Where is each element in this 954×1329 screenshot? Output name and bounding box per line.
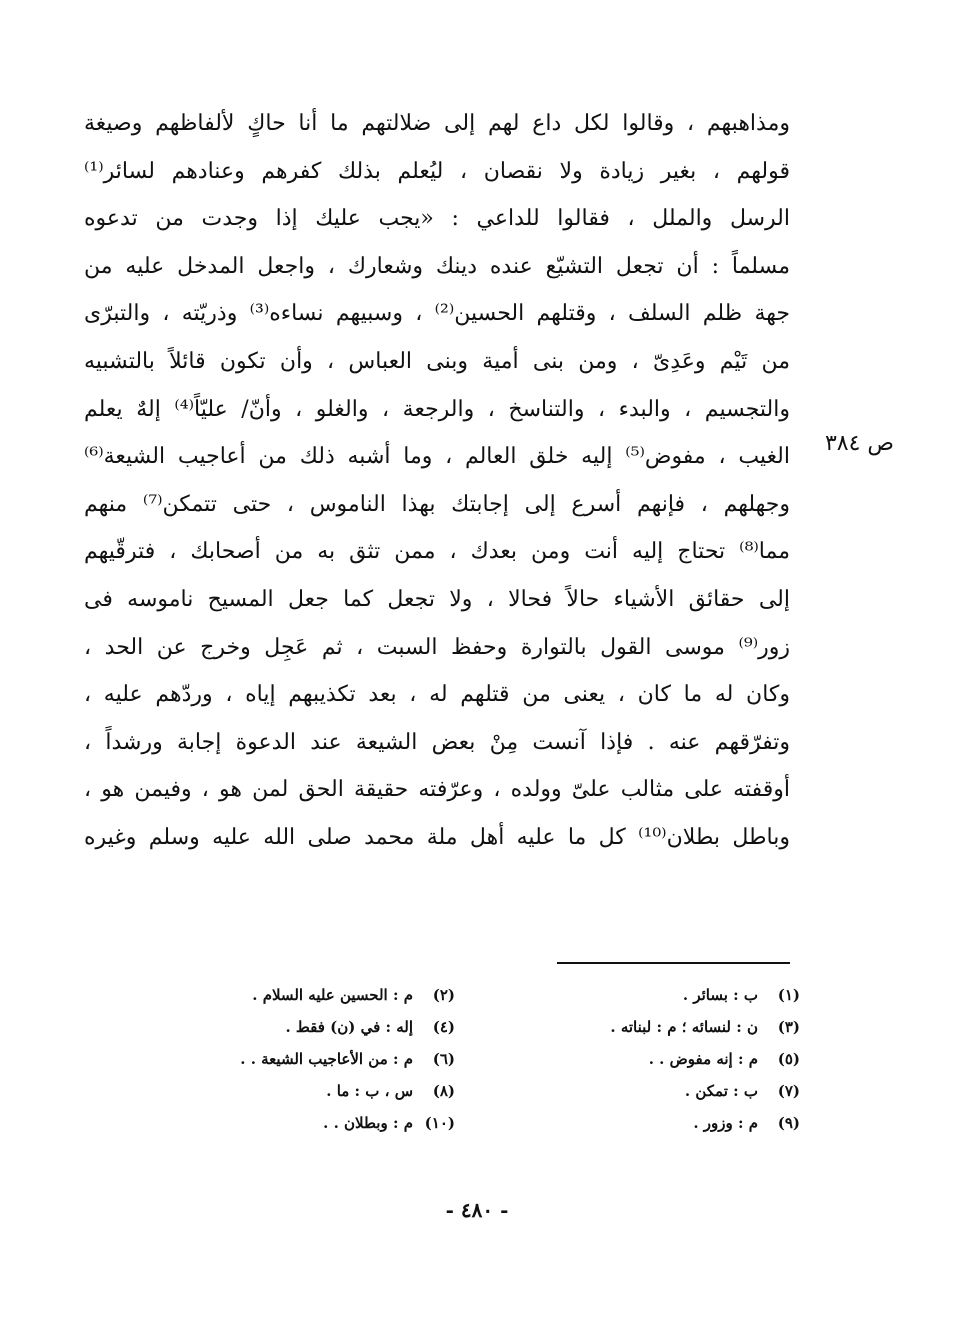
- footnote-number: (٤): [432, 1018, 455, 1036]
- text-line: جهة ظلم السلف ، وقتلهم الحسين⁽²⁾ ، وسبيهم نساءه⁽³⁾ وذريّته ، والتبرّى: [84, 301, 790, 327]
- footnote-item: [110, 1044, 455, 1074]
- footnote-divider: [557, 962, 790, 964]
- text-line: إلى حقائق الأشياء حالاً فحالا ، ولا تجعل كما جعل المسيح ناموسه فى: [84, 586, 790, 612]
- footnote-number: (٨): [432, 1082, 455, 1100]
- footnote-number: (٣): [777, 1018, 800, 1036]
- footnote-item: [455, 1076, 800, 1106]
- footnote-item: [455, 1108, 800, 1138]
- footnote-number: (٢): [432, 986, 455, 1004]
- margin-page-reference: ص ٣٨٤: [824, 431, 894, 456]
- text-line: وكان له ما كان ، يعنى من قتلهم له ، بعد تكذيبهم إياه ، وردّهم عليه ،: [84, 682, 790, 708]
- text-line: مما⁽⁸⁾ تحتاج إليه أنت ومن بعدك ، ممن تثق به من أصحابك ، فترقّيهم: [84, 539, 790, 565]
- footnote-item: [110, 980, 455, 1010]
- text-line: وجهلهم ، فإنهم أسرع إلى إجابتك بهذا الناموس ، حتى تتمكن⁽⁷⁾ منهم: [84, 491, 790, 517]
- footnote-text: ن : لنسائه ؛ م : لبناته .: [610, 1018, 758, 1036]
- text-line: الرسل والملل ، فقالوا للداعي : «يجب عليك إذا وجدت من تدعوه: [84, 206, 790, 232]
- footnote-number: (٦): [432, 1050, 455, 1068]
- page-number: - ٤٨٠ -: [445, 1198, 509, 1222]
- footnote-item: [110, 1012, 455, 1042]
- footnote-item: [455, 980, 800, 1010]
- footnote-text: م : وزور .: [693, 1114, 758, 1132]
- footnotes: [110, 980, 800, 1138]
- footnote-text: م : وبطلان . .: [323, 1114, 413, 1132]
- text-line: الغيب ، مفوض⁽⁵⁾ إليه خلق العالم ، وما أشبه ذلك من أعاجيب الشيعة⁽⁶⁾: [84, 444, 790, 470]
- footnote-item: [455, 1012, 800, 1042]
- footnote-text: س ، ب : ما .: [326, 1082, 413, 1100]
- text-line: قولهم ، بغير زيادة ولا نقصان ، ليُعلم بذلك كفرهم وعنادهم لسائر⁽¹⁾: [84, 158, 790, 184]
- footnote-item: [110, 1108, 455, 1138]
- footnote-text: ب : تمكن .: [684, 1082, 758, 1100]
- footnote-number: (٧): [777, 1082, 800, 1100]
- text-line: ومذاهبهم ، وقالوا لكل داع لهم إلى ضلالتهم ما أنا حاكٍ لألفاظهم وصيغة: [84, 111, 790, 136]
- footnote-text: م : من الأعاجيب الشيعة . .: [240, 1050, 413, 1068]
- footnote-item: [455, 1044, 800, 1074]
- text-line: مسلماً : أن تجعل التشيّع عنده دينك وشعارك ، واجعل المدخل عليه من: [84, 253, 790, 279]
- main-text: [84, 100, 790, 862]
- footnote-number: (٩): [777, 1114, 800, 1132]
- footnote-number: (١٠): [424, 1114, 455, 1132]
- footnote-text: م : الحسين عليه السلام .: [252, 986, 413, 1004]
- footnote-item: [110, 1076, 455, 1106]
- footnote-number: (٥): [777, 1050, 800, 1068]
- text-line: زور⁽⁹⁾ موسى القول بالتوارة وحفظ السبت ، ثم عَجِل وخرج عن الحد ،: [84, 634, 790, 660]
- text-line: والتجسيم ، والبدء ، والتناسخ ، والرجعة ، والغلو ، وأنّ/ عليّاً⁽⁴⁾ إلهٌ يعلم: [84, 396, 790, 422]
- footnote-number: (١): [777, 986, 800, 1004]
- text-line: من تَيْم وعَدِىّ ، ومن بنى أمية وبنى العباس ، وأن تكون قائلاً بالتشبيه: [84, 348, 790, 374]
- text-line: وتفرّقهم عنه . فإذا آنست مِنْ بعض الشيعة عند الدعوة إجابة ورشداً ،: [84, 729, 790, 755]
- footnote-text: إله : في (ن) فقط .: [285, 1018, 413, 1036]
- footnote-text: ب : بسائر .: [682, 986, 758, 1004]
- text-line: وباطل بطلان⁽¹⁰⁾ كل ما عليه أهل ملة محمد صلى الله عليه وسلم وغيره: [84, 824, 790, 850]
- text-line: أوقفته على مثالب علىّ وولده ، وعرّفته حقيقة الحق لمن هو ، وفيمن هو ،: [84, 777, 790, 803]
- footnote-text: م : إنه مفوض . .: [648, 1050, 758, 1068]
